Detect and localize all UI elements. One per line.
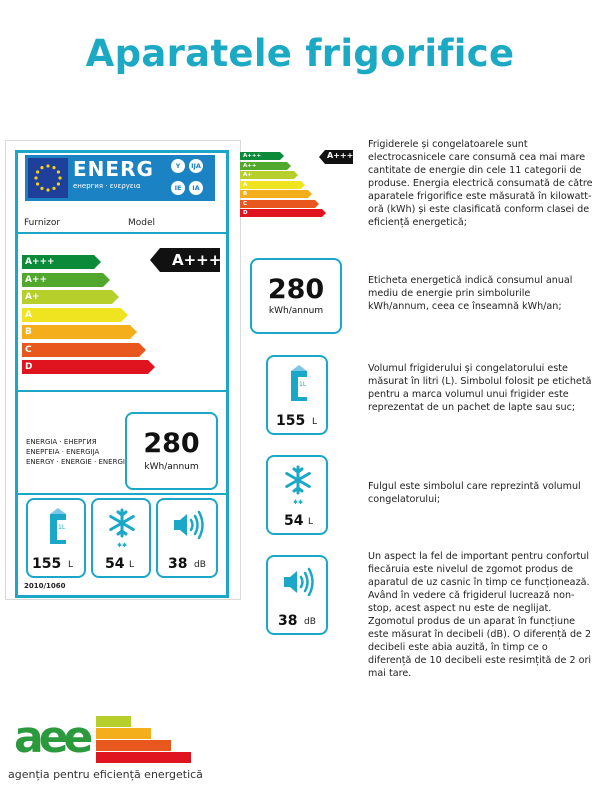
speaker-icon xyxy=(282,567,316,597)
mini-selected-class-tag xyxy=(325,150,353,164)
class-arrow-app xyxy=(240,162,291,170)
freezer-value: 54 xyxy=(105,556,125,572)
energy-brand-subtitle: енергия · ενεργεια xyxy=(73,182,141,190)
class-arrow-label: D xyxy=(243,210,248,216)
explain-freezer-value: 54 xyxy=(284,513,304,529)
energy-word-line: ENERGY · ENERGIE · ENERGI xyxy=(26,458,125,466)
logo-bar xyxy=(96,740,171,751)
volume-value: 155 xyxy=(32,556,62,572)
energy-word-line: ΕΝΕΡΓΕΙΑ · ENERGIJA xyxy=(26,448,100,456)
class-arrow-c xyxy=(240,200,319,208)
noise-unit: dB xyxy=(194,560,206,570)
class-arrow-label: A xyxy=(243,181,248,188)
energy-label-header xyxy=(25,155,215,201)
explain-kwh-box xyxy=(250,258,342,334)
explain-kwh-unit: kWh/annum xyxy=(268,306,324,316)
label-volume-box xyxy=(26,498,86,578)
snowflake-icon xyxy=(107,508,137,538)
class-arrow-c xyxy=(22,343,146,357)
explanation-freezer: Fulgul este simbolul care reprezintă volumul congelatorului; xyxy=(368,481,581,505)
mini-selected-class-value: A+++ xyxy=(327,151,354,160)
kwh-value: 280 xyxy=(143,428,200,459)
logo-bar xyxy=(96,752,191,763)
explanation-energy-class: Frigiderele și congelatoarele sunt electrocasnicele care consumă cea mai mare cantitate de energie din cele 11 categorii de produse. Energia electrică consumată de către aparatele frigorifice este măsurată în kilowatt-oră (kWh) și este clasificată conform clasei de eficiență energetică; xyxy=(368,139,593,228)
class-arrow-appp xyxy=(22,255,101,269)
class-arrow-label: B xyxy=(25,327,32,337)
aee-mark: aee xyxy=(14,712,89,763)
explain-volume-value: 155 xyxy=(276,413,306,429)
class-arrow-d xyxy=(240,209,326,217)
explanation-noise: Un aspect la fel de important pentru confortul fiecăruia este nivelul de zgomot produs de aparatul de uz casnic în timp ce funcționează. Având în vedere că frigiderul lucrează non-stop, acest aspect nu este de neglijat. Zgomotul produs de un aparat în funcțiune este măsurat în decibeli (dB). O diferență de 2 decibeli este abia auzită, în timp ce o diferență de 10 decibeli este resimțită de 2 ori mai tare. xyxy=(368,551,592,679)
label-kwh-box xyxy=(125,412,218,490)
explain-noise-value: 38 xyxy=(278,613,298,629)
regulation-number: 2010/1060 xyxy=(24,582,66,590)
explain-freezer-box xyxy=(266,455,328,535)
class-arrow-a xyxy=(22,308,128,322)
class-arrow-app xyxy=(22,273,110,287)
class-arrow-label: B xyxy=(243,191,248,197)
logo-caption: agenția pentru eficiență energetică xyxy=(8,768,203,781)
class-arrow-label: C xyxy=(243,200,248,207)
class-arrow-d xyxy=(22,360,155,374)
page-title: Aparatele frigorifice xyxy=(85,32,515,75)
explain-volume-box xyxy=(266,355,328,435)
label-divider xyxy=(18,493,226,495)
energy-word-line: ENERGIA · ЕНЕРГИЯ xyxy=(26,438,97,446)
explain-kwh-value: 280 xyxy=(267,274,325,305)
class-arrow-b xyxy=(240,190,312,198)
aee-logo xyxy=(8,712,208,792)
energy-words xyxy=(26,437,125,467)
supplier-label: Furnizor xyxy=(24,218,61,228)
kwh-unit: kWh/annum xyxy=(144,462,199,472)
label-noise-box xyxy=(156,498,218,578)
lang-circle: IE xyxy=(171,181,185,195)
class-arrow-a xyxy=(240,181,305,189)
milk-label: 1L xyxy=(58,524,66,531)
class-arrow-appp xyxy=(240,152,284,160)
noise-value: 38 xyxy=(168,556,188,572)
class-arrow-label: A xyxy=(25,309,32,320)
lang-circle: IJA xyxy=(189,159,203,173)
explain-noise-box xyxy=(266,555,328,635)
explain-volume-unit: L xyxy=(312,417,318,427)
selected-class-tag xyxy=(160,248,220,272)
class-arrow-label: A+++ xyxy=(243,153,262,159)
class-arrow-label: A+++ xyxy=(25,257,55,267)
logo-bar xyxy=(96,716,131,727)
explanation-volume: Volumul frigiderului și congelatorului este măsurat în litri (L). Simbolul folosit pe etichetă pentru a marca volumul unui frigider este reprezentat de un pachet de lapte sau suc; xyxy=(368,363,592,413)
freezer-unit: L xyxy=(129,560,135,570)
star-dots-icon: ✱✱ xyxy=(117,542,128,549)
milk-label: 1L xyxy=(299,381,307,388)
explanation-kwh: Eticheta energetică indică consumul anual mediu de energie prin simbolurile kWh/annum, ceea ce înseamnă kWh/an; xyxy=(368,275,573,312)
class-arrow-label: A++ xyxy=(243,162,257,169)
star-dots-icon: ✱✱ xyxy=(293,499,304,506)
label-divider xyxy=(18,390,226,392)
explain-freezer-unit: L xyxy=(308,517,314,527)
lang-circle: IA xyxy=(189,181,203,195)
label-freezer-box xyxy=(91,498,151,578)
explain-noise-unit: dB xyxy=(304,617,316,627)
class-arrow-ap xyxy=(240,171,298,179)
class-arrow-b xyxy=(22,325,137,339)
class-arrow-label: A+ xyxy=(243,172,252,178)
class-arrow-label: A+ xyxy=(25,292,40,302)
model-label: Model xyxy=(128,218,156,228)
class-arrow-ap xyxy=(22,290,119,304)
class-arrow-label: C xyxy=(25,344,32,355)
snowflake-icon xyxy=(283,465,313,495)
volume-unit: L xyxy=(68,560,74,570)
speaker-icon xyxy=(172,510,206,540)
eu-flag-icon xyxy=(28,158,68,198)
lang-circle: Y xyxy=(171,159,185,173)
selected-class-value: A+++ xyxy=(172,251,222,269)
class-arrow-label: D xyxy=(25,362,33,372)
energy-brand-word: ENERG xyxy=(73,157,154,181)
label-divider xyxy=(18,232,226,234)
logo-bar xyxy=(96,728,151,739)
class-arrow-label: A++ xyxy=(25,274,48,285)
